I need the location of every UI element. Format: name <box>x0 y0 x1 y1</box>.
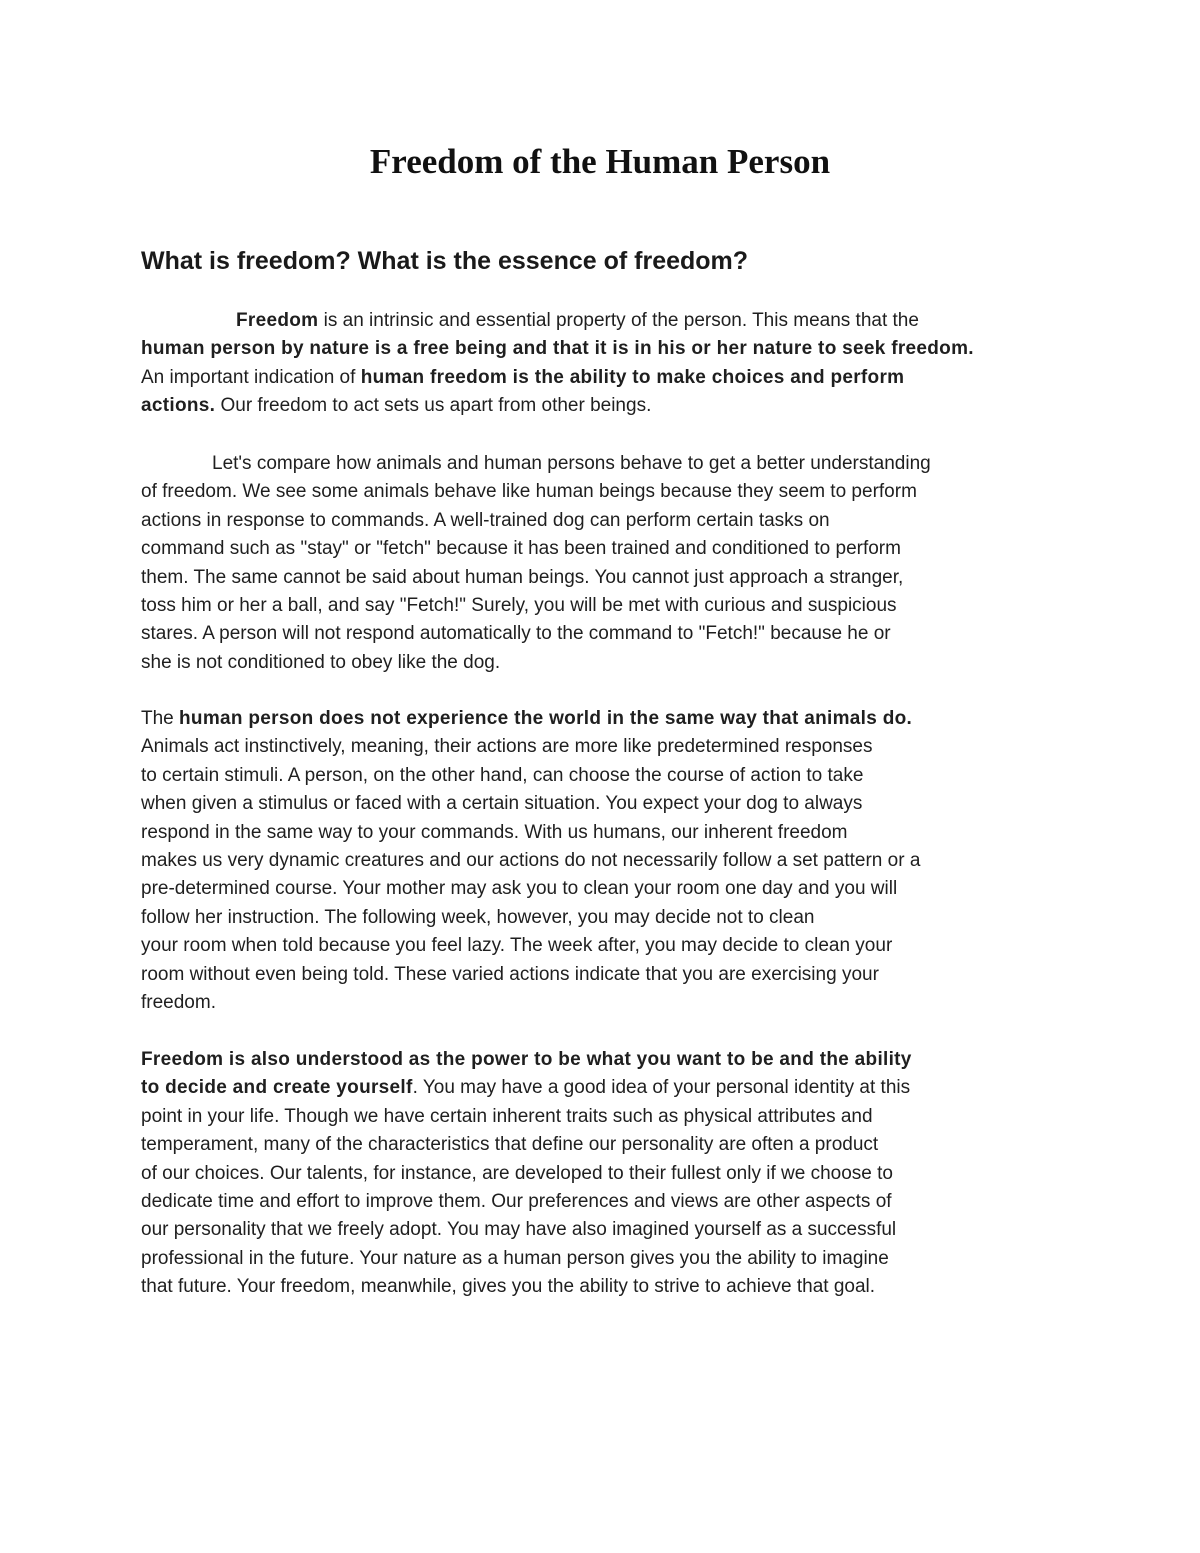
text-line <box>141 1188 912 1216</box>
bold-text-run: human person does not experience the world in the same way that animals do. <box>179 708 913 729</box>
text-line <box>141 307 974 335</box>
text-run: dedicate time and effort to improve them. Our preferences and views are other aspects of <box>141 1190 892 1212</box>
paragraph <box>141 705 920 1017</box>
text-line <box>141 847 920 875</box>
text-line <box>141 1046 912 1074</box>
bold-text-run: Freedom is also understood as the power to be what you want to be and the ability <box>141 1049 912 1070</box>
text-line <box>141 1273 912 1301</box>
text-line <box>141 392 974 420</box>
bold-text-run: actions. <box>141 395 216 417</box>
text-run: actions in response to commands. A well-trained dog can perform certain tasks on <box>141 509 830 531</box>
text-run: them. The same cannot be said about human beings. You cannot just approach a stranger, <box>141 566 904 588</box>
text-line <box>141 819 920 847</box>
text-run: room without even being told. These varied actions indicate that you are exercising your <box>141 963 879 985</box>
text-line <box>141 961 920 989</box>
text-run: our personality that we freely adopt. You may have also imagined yourself as a successful <box>141 1219 897 1241</box>
bold-text-run: to decide and create yourself <box>141 1077 413 1099</box>
paragraph <box>141 450 931 677</box>
text-line <box>141 790 920 818</box>
text-line <box>141 507 931 535</box>
text-line <box>141 535 931 563</box>
section-heading: What is freedom? What is the essence of freedom? <box>141 247 749 275</box>
text-run: The <box>141 708 180 729</box>
text-line <box>141 1103 912 1131</box>
text-line <box>141 450 931 478</box>
text-line <box>141 564 931 592</box>
text-line <box>141 1245 912 1273</box>
text-run: toss him or her a ball, and say "Fetch!" Surely, you will be met with curious and suspicious <box>141 594 897 616</box>
text-run: to certain stimuli. A person, on the other hand, can choose the course of action to take <box>141 764 864 786</box>
text-line <box>141 1074 912 1102</box>
text-run: professional in the future. Your nature as a human person gives you the ability to imagine <box>141 1247 889 1269</box>
text-line <box>141 478 931 506</box>
text-run: when given a stimulus or faced with a certain situation. You expect your dog to always <box>141 793 863 815</box>
bold-text-run: human person by nature is a free being and that it is in his or her nature to seek freedom. <box>141 338 974 360</box>
text-run: respond in the same way to your commands. With us humans, our inherent freedom <box>141 821 848 843</box>
text-line <box>141 649 931 677</box>
text-run: is an intrinsic and essential property of the person. This means that the <box>318 310 919 331</box>
text-run: makes us very dynamic creatures and our actions do not necessarily follow a set pattern or a <box>141 849 921 871</box>
text-run: An important indication of <box>141 366 361 388</box>
text-line <box>141 875 920 903</box>
text-run: . You may have a good idea of your personal identity at this <box>412 1077 911 1099</box>
text-run: command such as "stay" or "fetch" because it has been trained and conditioned to perform <box>141 538 901 560</box>
text-line <box>141 1131 912 1159</box>
paragraph <box>141 1046 912 1302</box>
text-run: temperament, many of the characteristics that define our personality are often a product <box>141 1134 879 1156</box>
text-run: Animals act instinctively, meaning, their actions are more like predetermined responses <box>141 736 873 758</box>
text-line <box>141 932 920 960</box>
text-run: stares. A person will not respond automatically to the command to "Fetch!" because he or <box>141 623 891 645</box>
text-run: of freedom. We see some animals behave like human beings because they seem to perform <box>141 481 917 503</box>
text-line <box>141 904 920 932</box>
text-line <box>141 1160 912 1188</box>
paragraph <box>141 307 974 421</box>
bold-text-run: human freedom is the ability to make choices and perform <box>360 366 905 388</box>
text-line <box>141 620 931 648</box>
text-run: pre-determined course. Your mother may ask you to clean your room one day and you will <box>141 878 898 900</box>
text-run: freedom. <box>141 991 216 1013</box>
text-line <box>141 335 974 363</box>
text-line <box>141 1216 912 1244</box>
text-run: that future. Your freedom, meanwhile, gives you the ability to strive to achieve that goal. <box>141 1276 876 1298</box>
text-run: she is not conditioned to obey like the dog. <box>141 651 501 673</box>
bold-text-run: Freedom <box>236 310 319 331</box>
text-run: Let's compare how animals and human persons behave to get a better understanding <box>212 453 931 474</box>
text-run: your room when told because you feel lazy. The week after, you may decide to clean your <box>141 935 893 957</box>
text-line <box>141 733 920 761</box>
text-line <box>141 364 974 392</box>
text-run: point in your life. Though we have certain inherent traits such as physical attributes and <box>141 1105 873 1127</box>
text-line <box>141 989 920 1017</box>
text-run: follow her instruction. The following week, however, you may decide not to clean <box>141 906 815 928</box>
text-run: Our freedom to act sets us apart from other beings. <box>215 395 652 417</box>
text-line <box>141 705 920 733</box>
text-line <box>141 762 920 790</box>
document-title: Freedom of the Human Person <box>369 142 831 181</box>
text-line <box>141 592 931 620</box>
text-run: of our choices. Our talents, for instance, are developed to their fullest only if we choose to <box>141 1162 893 1184</box>
